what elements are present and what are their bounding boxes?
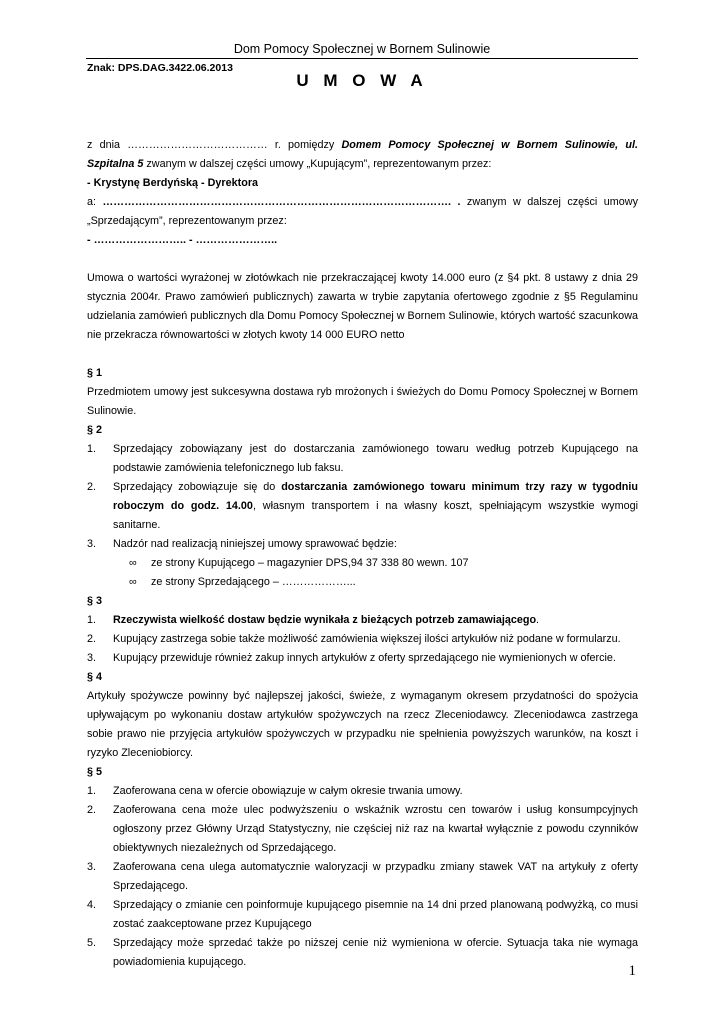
- page-header-title: Dom Pomocy Społecznej w Bornem Sulinowie: [233, 42, 491, 56]
- list-item: 1. Sprzedający zobowiązany jest do dostarczania zamówionego towaru według potrzeb Kupującego na podstawie zamówienia telefonicznego lub faksu.: [87, 443, 638, 474]
- list-item: 1. Rzeczywista wielkość dostaw będzie wynikała z bieżących potrzeb zamawiającego.: [87, 614, 540, 626]
- list-item: 5. Sprzedający może sprzedać także po niższej cenie niż wymieniona w ofercie. Sytuacja taka nie wymaga powiadomienia kupującego.: [87, 937, 638, 968]
- section-2-heading: § 2: [87, 424, 103, 436]
- list-item: 3. Zaoferowana cena ulega automatycznie waloryzacji w przypadku zmiany stawek VAT na artykuły z oferty Sprzedającego.: [87, 861, 638, 892]
- list-item: 3. Kupujący przewiduje również zakup innych artykułów z oferty sprzedającego nie wymienionych w ofercie.: [87, 652, 616, 664]
- section-1-text: Przedmiotem umowy jest sukcesywna dostawa ryb mrożonych i świeżych do Domu Pomocy Społecznej w Bornem Sulinowie.: [87, 386, 638, 417]
- section-4-heading: § 4: [87, 671, 103, 683]
- list-item: 3. Nadzór nad realizacją niniejszej umowy sprawować będzie:: [87, 538, 397, 550]
- document-body: [87, 136, 638, 972]
- section-3-heading: § 3: [87, 595, 103, 607]
- seller-name-blank: ……………………………………………………………………………………. .: [102, 196, 461, 208]
- preamble-paragraph: Umowa o wartości wyrażonej w złotówkach nie przekraczającej kwoty 14.000 euro (z §4 pkt. 8 ustawy z dnia 29 stycznia 2004r. Prawo zamówień publicznych) zawarta w trybie zapytania ofertowego zgodnie z §5 Regulaminu udzielania zamówień publicznych dla Domu Pomocy Społecznej w Bornem Sulinowie, których wartość szacunkowa nie przekracza równowartości w złotych kwoty 14 000 EURO netto: [87, 272, 638, 341]
- document-title: U M O W A: [296, 71, 428, 90]
- section-1-heading: § 1: [87, 367, 103, 379]
- seller-representative: - …………………….. - …………………..: [87, 234, 278, 246]
- bullet-icon: ∞: [129, 576, 137, 588]
- list-item: 2. Zaoferowana cena może ulec podwyższeniu o wskaźnik wzrostu cen towarów i usług konsumpcyjnych ogłoszony przez Główny Urząd Statystyczny, nie częściej niż raz na kwartał wyłącznie z powodu czynników obiektywnych niezależnych od Sprzedającego.: [87, 804, 638, 854]
- buyer-representative: - Krystynę Berdyńską - Dyrektora: [87, 177, 259, 189]
- list-item: 4. Sprzedający o zmianie cen poinformuje kupującego pisemnie na 14 dni przed planowaną podwyżką, co musi zostać zaakceptowane przez Kupującego: [87, 899, 638, 930]
- buyer-name: Domem Pomocy Społecznej w Bornem Sulinowie, ul. Szpitalna 5: [87, 139, 639, 170]
- bullet-item: ∞ ze strony Kupującego – magazynier DPS,94 37 338 80 wewn. 107: [87, 554, 638, 573]
- parties-buyer: z dnia ………………………………… r. pomiędzy Domem Pomocy Społecznej w Bornem Sulinowie, ul. Szpitalna 5 zwanym w dalszej części umowy „Kupującym”, reprezentowanym przez:: [87, 139, 639, 170]
- list-item: 2. Kupujący zastrzega sobie także możliwość zamówienia większej ilości artykułów niż podane w formularzu.: [87, 633, 621, 645]
- page-number: 1: [628, 963, 636, 979]
- reference-number: Znak: DPS.DAG.3422.06.2013: [87, 62, 233, 74]
- section-5-heading: § 5: [87, 766, 103, 778]
- parties-seller: a: ……………………………………………………………………………………. . zwanym w dalszej części umowy „Sprzedającym”, reprezentowanym przez:: [87, 196, 638, 227]
- list-item: 2. Sprzedający zobowiązuje się do dostarczania zamówionego towaru minimum trzy razy w tygodniu roboczym do godz. 14.00, własnym transportem i na własny koszt, spełniającym wszystkie wymogi sanitarne.: [87, 481, 638, 531]
- section-4-text: Artykuły spożywcze powinny być najlepszej jakości, świeże, z wymaganym okresem przydatności do spożycia upływającym po wykonaniu dostaw artykułów spożywczych na rzecz Zleceniodawcy. Zleceniodawca zastrzega sobie prawo nie przyjęcia artykułów spożywczych w przypadku nie spełnienia powyższych warunków, na koszt i ryzyko Zleceniobiorcy.: [87, 690, 638, 759]
- bullet-item: ∞ ze strony Sprzedającego – ………………...: [87, 573, 638, 592]
- header-divider: [86, 58, 638, 59]
- list-item: 1. Zaoferowana cena w ofercie obowiązuje w całym okresie trwania umowy.: [87, 785, 463, 797]
- bullet-icon: ∞: [129, 557, 137, 569]
